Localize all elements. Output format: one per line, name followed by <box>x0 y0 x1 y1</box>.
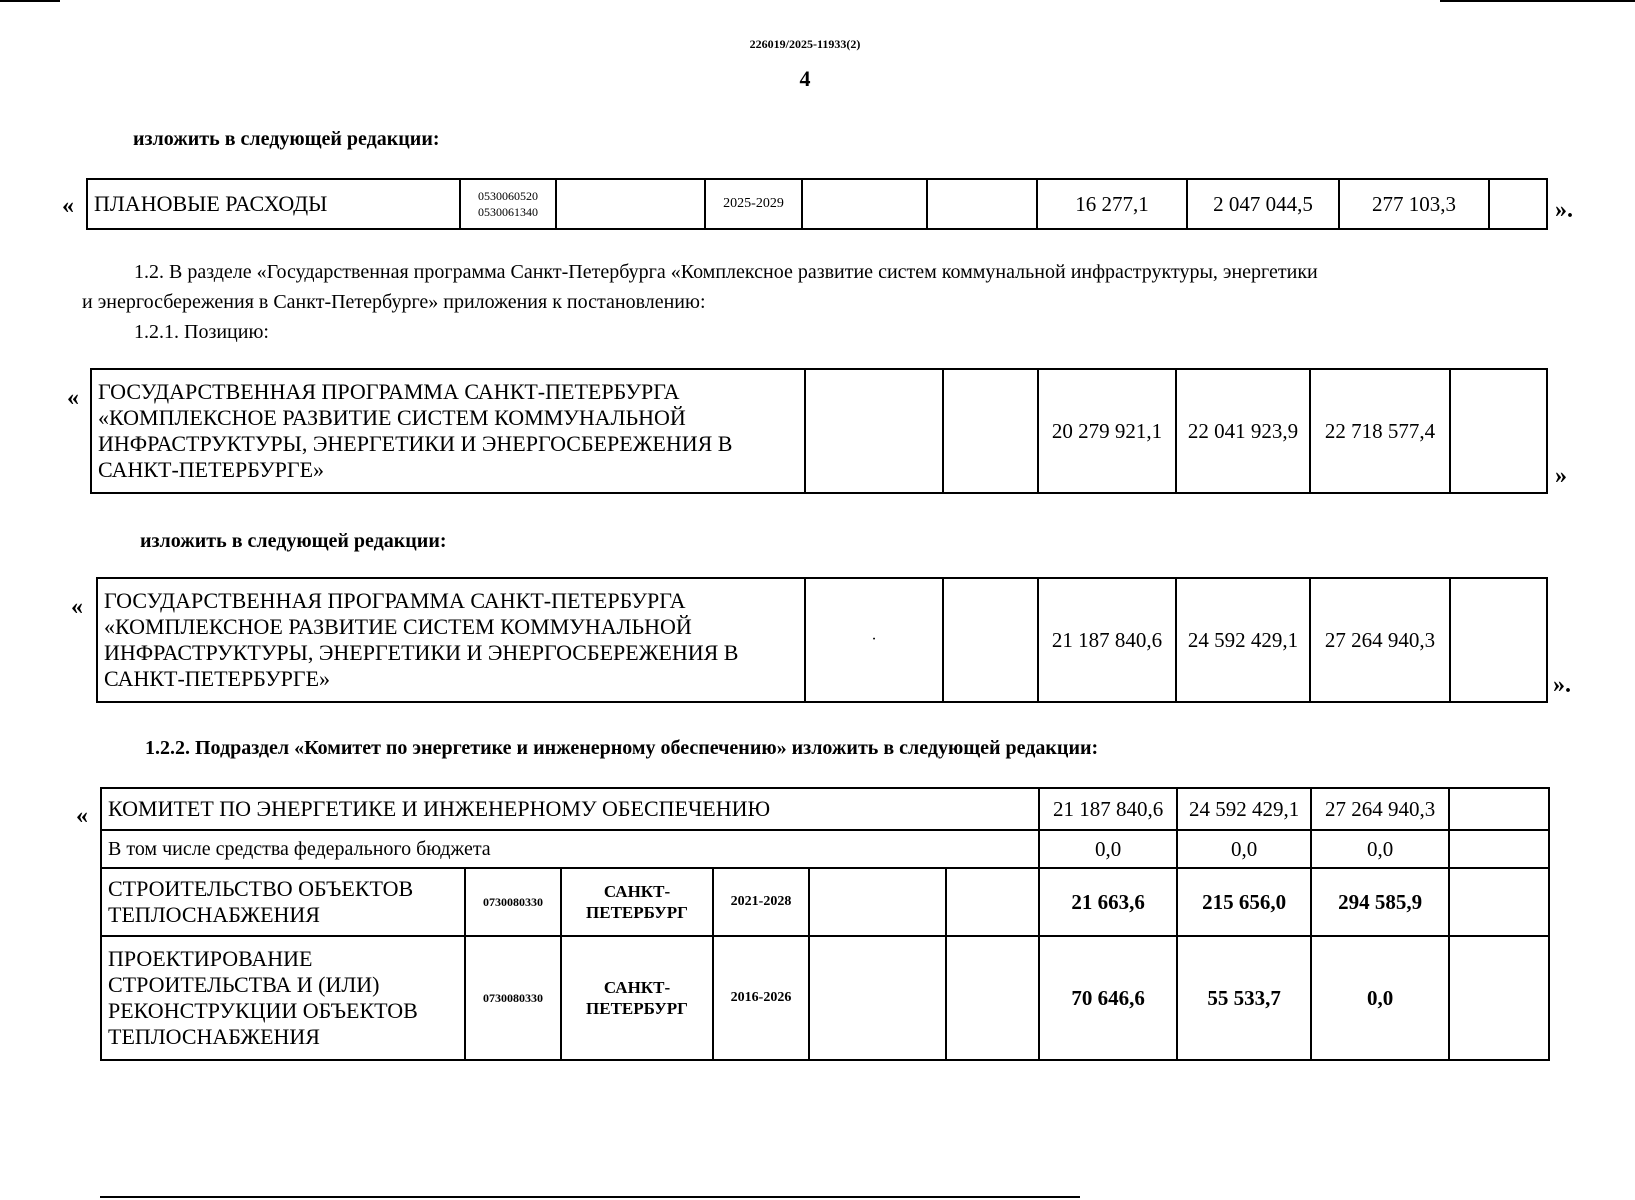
value-2: 55 533,7 <box>1177 936 1311 1060</box>
row-codes <box>460 179 556 229</box>
program-name: ГОСУДАРСТВЕННАЯ ПРОГРАММА САНКТ-ПЕТЕРБУРГА «КОМПЛЕКСНОЕ РАЗВИТИЕ СИСТЕМ КОММУНАЛЬНОЙ ИНФРАСТРУКТУРЫ, ЭНЕРГЕТИКИ И ЭНЕРГОСБЕРЕЖЕНИЯ В САНКТ-ПЕТЕРБУРГЕ» <box>97 578 805 702</box>
empty-cell <box>943 578 1038 702</box>
row-code: 0730080330 <box>465 936 561 1060</box>
value-2: 24 592 429,1 <box>1176 578 1310 702</box>
empty-cell <box>927 179 1037 229</box>
code-2: 0530061340 <box>478 205 538 219</box>
program-name: ГОСУДАРСТВЕННАЯ ПРОГРАММА САНКТ-ПЕТЕРБУРГА «КОМПЛЕКСНОЕ РАЗВИТИЕ СИСТЕМ КОММУНАЛЬНОЙ ИНФРАСТРУКТУРЫ, ЭНЕРГЕТИКИ И ЭНЕРГОСБЕРЕЖЕНИЯ В САНКТ-ПЕТЕРБУРГЕ» <box>91 369 805 493</box>
value-3: 277 103,3 <box>1339 179 1489 229</box>
close-quote: ». <box>1555 197 1573 223</box>
paragraph-line-1: 1.2. В разделе «Государственная программа Санкт-Петербурга «Комплексное развитие систем коммунальной инфраструктуры, энергетики <box>134 261 1318 283</box>
table-row <box>101 936 1549 1060</box>
close-quote: ». <box>1553 672 1571 698</box>
open-quote: « <box>76 803 88 829</box>
table-row <box>91 369 1547 493</box>
row-region: САНКТ-ПЕТЕРБУРГ <box>561 868 713 936</box>
code-1: 0530060520 <box>478 189 538 203</box>
committee-name: КОМИТЕТ ПО ЭНЕРГЕТИКЕ И ИНЖЕНЕРНОМУ ОБЕСПЕЧЕНИЮ <box>101 788 1039 830</box>
program-old-table <box>90 368 1548 494</box>
table-row <box>101 830 1549 868</box>
empty-cell <box>1449 936 1549 1060</box>
empty-cell <box>809 936 946 1060</box>
section4-intro: 1.2.2. Подраздел «Комитет по энергетике и инженерному обеспечению» изложить в следующей редакции: <box>145 737 1099 759</box>
empty-cell <box>802 179 927 229</box>
dot-mark: · <box>805 578 943 702</box>
open-quote: « <box>67 385 79 411</box>
empty-cell <box>556 179 705 229</box>
value-1: 21 663,6 <box>1039 868 1177 936</box>
value-3: 27 264 940,3 <box>1310 578 1450 702</box>
value-1: 21 187 840,6 <box>1038 578 1176 702</box>
table-row <box>101 868 1549 936</box>
empty-cell <box>1450 578 1547 702</box>
empty-cell <box>946 936 1039 1060</box>
open-quote: « <box>62 193 74 219</box>
empty-cell <box>805 369 943 493</box>
bottom-edge-mark <box>100 1196 1080 1198</box>
value-3: 22 718 577,4 <box>1310 369 1450 493</box>
table-row <box>87 179 1547 229</box>
federal-budget-label: В том числе средства федерального бюджета <box>101 830 1039 868</box>
empty-cell <box>943 369 1038 493</box>
empty-cell <box>1450 369 1547 493</box>
row-years: 2016-2026 <box>713 936 809 1060</box>
page-number: 4 <box>799 66 811 91</box>
value-3: 0,0 <box>1311 936 1449 1060</box>
empty-cell <box>809 868 946 936</box>
empty-cell <box>1489 179 1547 229</box>
value-2: 215 656,0 <box>1177 868 1311 936</box>
value-1: 20 279 921,1 <box>1038 369 1176 493</box>
document-number: 226019/2025-11933(2) <box>749 37 861 51</box>
top-right-edge-mark <box>1440 0 1635 2</box>
empty-cell <box>1449 788 1549 830</box>
table-row <box>101 788 1549 830</box>
table-row <box>97 578 1547 702</box>
open-quote: « <box>71 594 83 620</box>
value-3: 0,0 <box>1311 830 1449 868</box>
row-name: СТРОИТЕЛЬСТВО ОБЪЕКТОВ ТЕПЛОСНАБЖЕНИЯ <box>101 868 465 936</box>
close-quote: » <box>1555 463 1567 489</box>
paragraph-line-2: и энергосбережения в Санкт-Петербурге» приложения к постановлению: <box>82 291 706 313</box>
value-1: 21 187 840,6 <box>1039 788 1177 830</box>
value-3: 294 585,9 <box>1311 868 1449 936</box>
committee-table <box>100 787 1550 1061</box>
row-years: 2021-2028 <box>713 868 809 936</box>
section3-intro: изложить в следующей редакции: <box>140 530 447 552</box>
row-name: ПРОЕКТИРОВАНИЕ СТРОИТЕЛЬСТВА И (ИЛИ) РЕКОНСТРУКЦИИ ОБЪЕКТОВ ТЕПЛОСНАБЖЕНИЯ <box>101 936 465 1060</box>
row-region: САНКТ-ПЕТЕРБУРГ <box>561 936 713 1060</box>
program-new-table <box>96 577 1548 703</box>
value-2: 24 592 429,1 <box>1177 788 1311 830</box>
empty-cell <box>1449 830 1549 868</box>
paragraph-1-2-1: 1.2.1. Позицию: <box>134 321 269 343</box>
row-years: 2025-2029 <box>705 179 802 229</box>
paragraph-1-2 <box>82 257 1552 347</box>
value-2: 0,0 <box>1177 830 1311 868</box>
planned-expenses-table <box>86 178 1548 230</box>
top-left-edge-mark <box>0 0 60 2</box>
empty-cell <box>946 868 1039 936</box>
section1-intro: изложить в следующей редакции: <box>133 128 440 150</box>
value-1: 0,0 <box>1039 830 1177 868</box>
value-2: 2 047 044,5 <box>1187 179 1339 229</box>
row-name: ПЛАНОВЫЕ РАСХОДЫ <box>87 179 460 229</box>
value-2: 22 041 923,9 <box>1176 369 1310 493</box>
value-1: 16 277,1 <box>1037 179 1187 229</box>
empty-cell <box>1449 868 1549 936</box>
row-code: 0730080330 <box>465 868 561 936</box>
value-1: 70 646,6 <box>1039 936 1177 1060</box>
value-3: 27 264 940,3 <box>1311 788 1449 830</box>
